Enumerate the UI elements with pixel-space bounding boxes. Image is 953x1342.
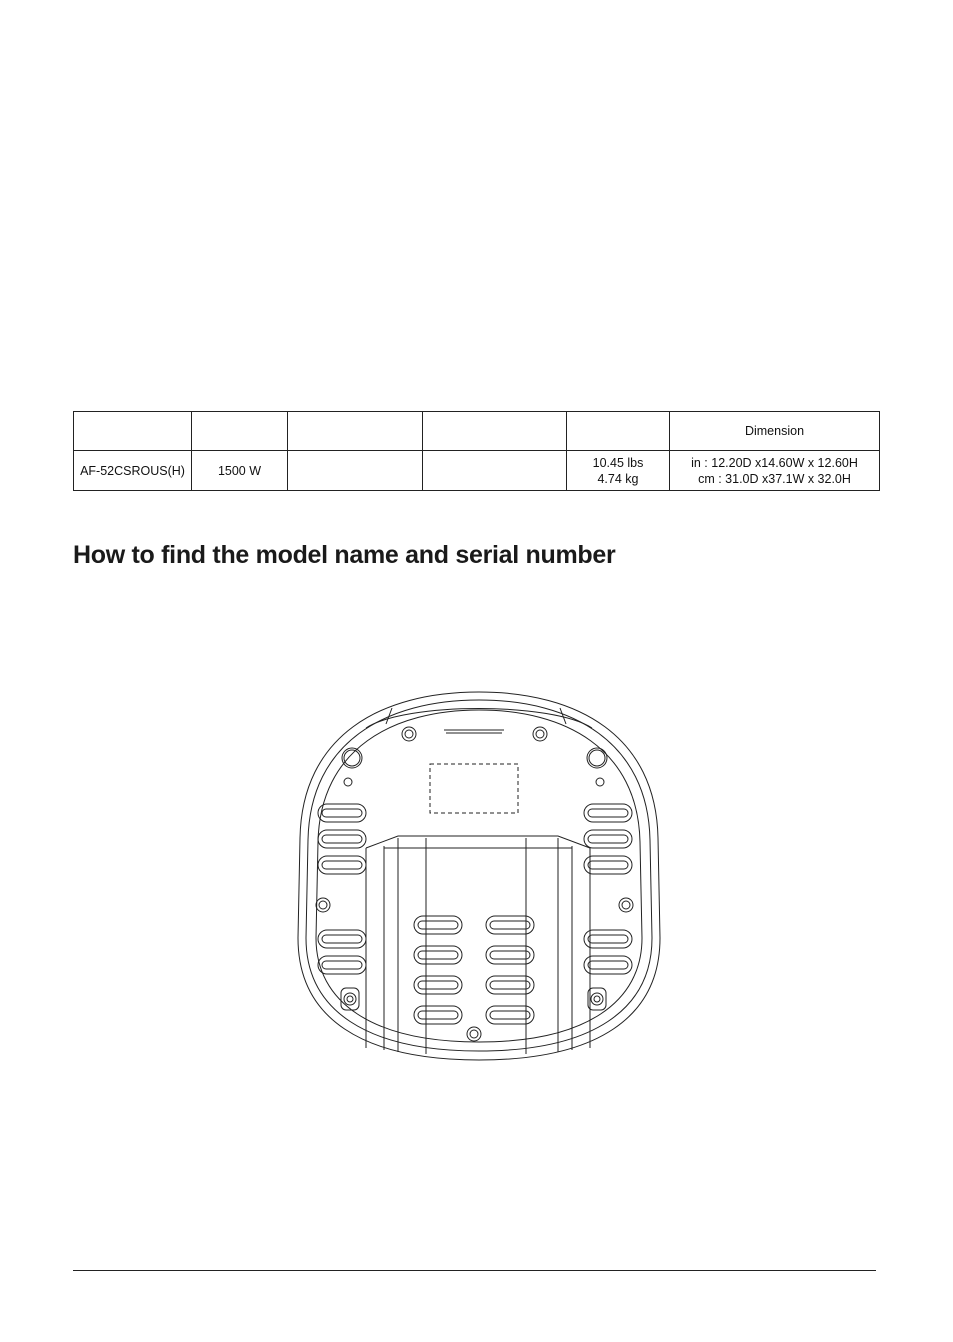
header-dimension: Dimension bbox=[670, 412, 880, 451]
weight-lbs: 10.45 lbs bbox=[592, 455, 644, 470]
empty-cell-4 bbox=[423, 451, 567, 491]
spec-table bbox=[73, 411, 880, 491]
power-cell: 1500 W bbox=[192, 451, 288, 491]
weight-cell bbox=[567, 451, 670, 491]
header-cell-4 bbox=[423, 412, 567, 451]
section-title: How to find the model name and serial number bbox=[73, 541, 616, 569]
appliance-bottom-diagram bbox=[296, 688, 662, 1064]
table-row bbox=[74, 451, 880, 491]
empty-cell-3 bbox=[288, 451, 423, 491]
header-cell-2 bbox=[192, 412, 288, 451]
footer-rule bbox=[73, 1270, 876, 1271]
label-area bbox=[430, 764, 518, 813]
model-cell: AF-52CSROUS(H) bbox=[74, 451, 192, 491]
header-cell-1 bbox=[74, 412, 192, 451]
header-cell-5 bbox=[567, 412, 670, 451]
table-header-row bbox=[74, 412, 880, 451]
header-cell-3 bbox=[288, 412, 423, 451]
dimension-cm: cm : 31.0D x37.1W x 32.0H bbox=[698, 471, 851, 486]
dimension-cell bbox=[670, 451, 880, 491]
dimension-in: in : 12.20D x14.60W x 12.60H bbox=[691, 455, 858, 470]
weight-kg: 4.74 kg bbox=[597, 471, 639, 486]
